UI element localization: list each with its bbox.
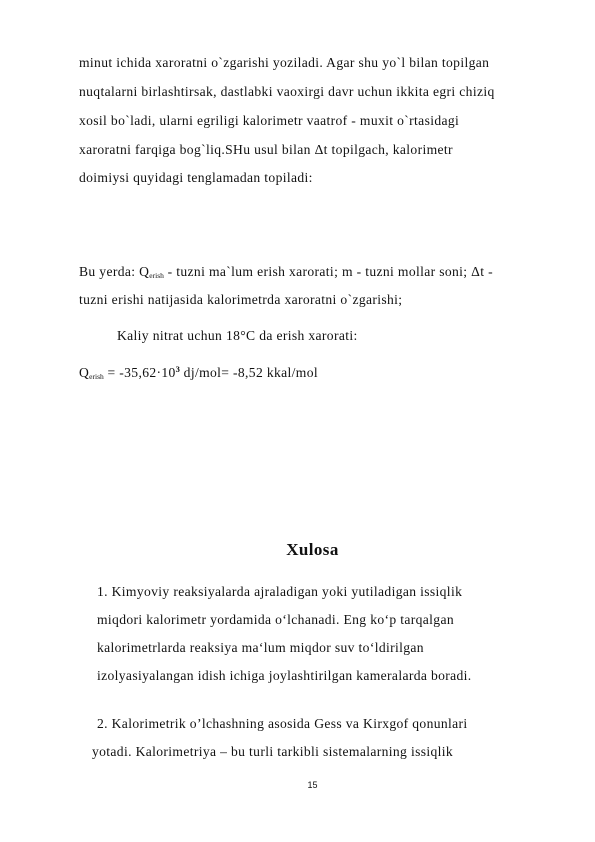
paragraph2-line-2: tuzni erishi natijasida kalorimetrda xaroratni o`zgarishi; bbox=[79, 292, 403, 307]
q-symbol: Bu yerda: Q bbox=[79, 264, 150, 279]
definition-text: - tuzni ma`lum erish xarorati; m - tuzni mollar soni; Δt - bbox=[163, 264, 494, 279]
formula-units: dj/mol= -8,52 kkal/mol bbox=[179, 365, 318, 380]
paragraph1-line-5: doimiysi quyidagi tenglamadan topiladi: bbox=[79, 170, 313, 185]
formula-value: = -35,62·10 bbox=[103, 365, 176, 380]
conclusion-heading bbox=[0, 540, 595, 560]
conclusion-item1-line-4: izolyasiyalangan idish ichiga joylashtirilgan kameralarda boradi. bbox=[97, 668, 472, 683]
formula-exponent: 3 bbox=[175, 364, 180, 374]
conclusion-title: Xulosa bbox=[286, 540, 339, 559]
q-subscript: erish bbox=[149, 271, 164, 280]
formula-q-symbol: Q bbox=[79, 365, 90, 380]
conclusion-item1-line-2: miqdori kalorimetr yordamida o‘lchanadi. Eng ko‘p tarqalgan bbox=[97, 612, 454, 627]
conclusion-item1-line-3: kalorimetrlarda reaksiya ma‘lum miqdor suv to‘ldirilgan bbox=[97, 640, 424, 655]
paragraph2-line-3: Kaliy nitrat uchun 18°C da erish xarorati: bbox=[117, 328, 358, 343]
conclusion-item2-line-1: 2. Kalorimetrik o’lchashning asosida Gess va Kirxgof qonunlari bbox=[97, 716, 468, 731]
conclusion-item1-line-1: 1. Kimyoviy reaksiyalarda ajraladigan yoki yutiladigan issiqlik bbox=[97, 584, 463, 599]
paragraph1-line-4: xaroratni farqiga bog`liq.SHu usul bilan Δt topilgach, kalorimetr bbox=[79, 142, 453, 157]
page-number bbox=[0, 780, 595, 790]
page-number-value: 15 bbox=[307, 780, 318, 790]
paragraph1-line-2: nuqtalarni birlashtirsak, dastlabki vaoxirgi davr uchun ikkita egri chiziq bbox=[79, 84, 495, 99]
paragraph1-line-1: minut ichida xaroratni o`zgarishi yoziladi. Agar shu yo`l bilan topilgan bbox=[79, 55, 490, 70]
formula-line bbox=[79, 364, 318, 381]
conclusion-item2-line-2: yotadi. Kalorimetriya – bu turli tarkibli sistemalarning issiqlik bbox=[92, 744, 454, 759]
paragraph1-line-3: xosil bo`ladi, ularni egriligi kalorimetr vaatrof - muxit o`rtasidagi bbox=[79, 113, 460, 128]
paragraph2-line-1 bbox=[79, 264, 493, 280]
formula-q-subscript: erish bbox=[89, 372, 104, 381]
